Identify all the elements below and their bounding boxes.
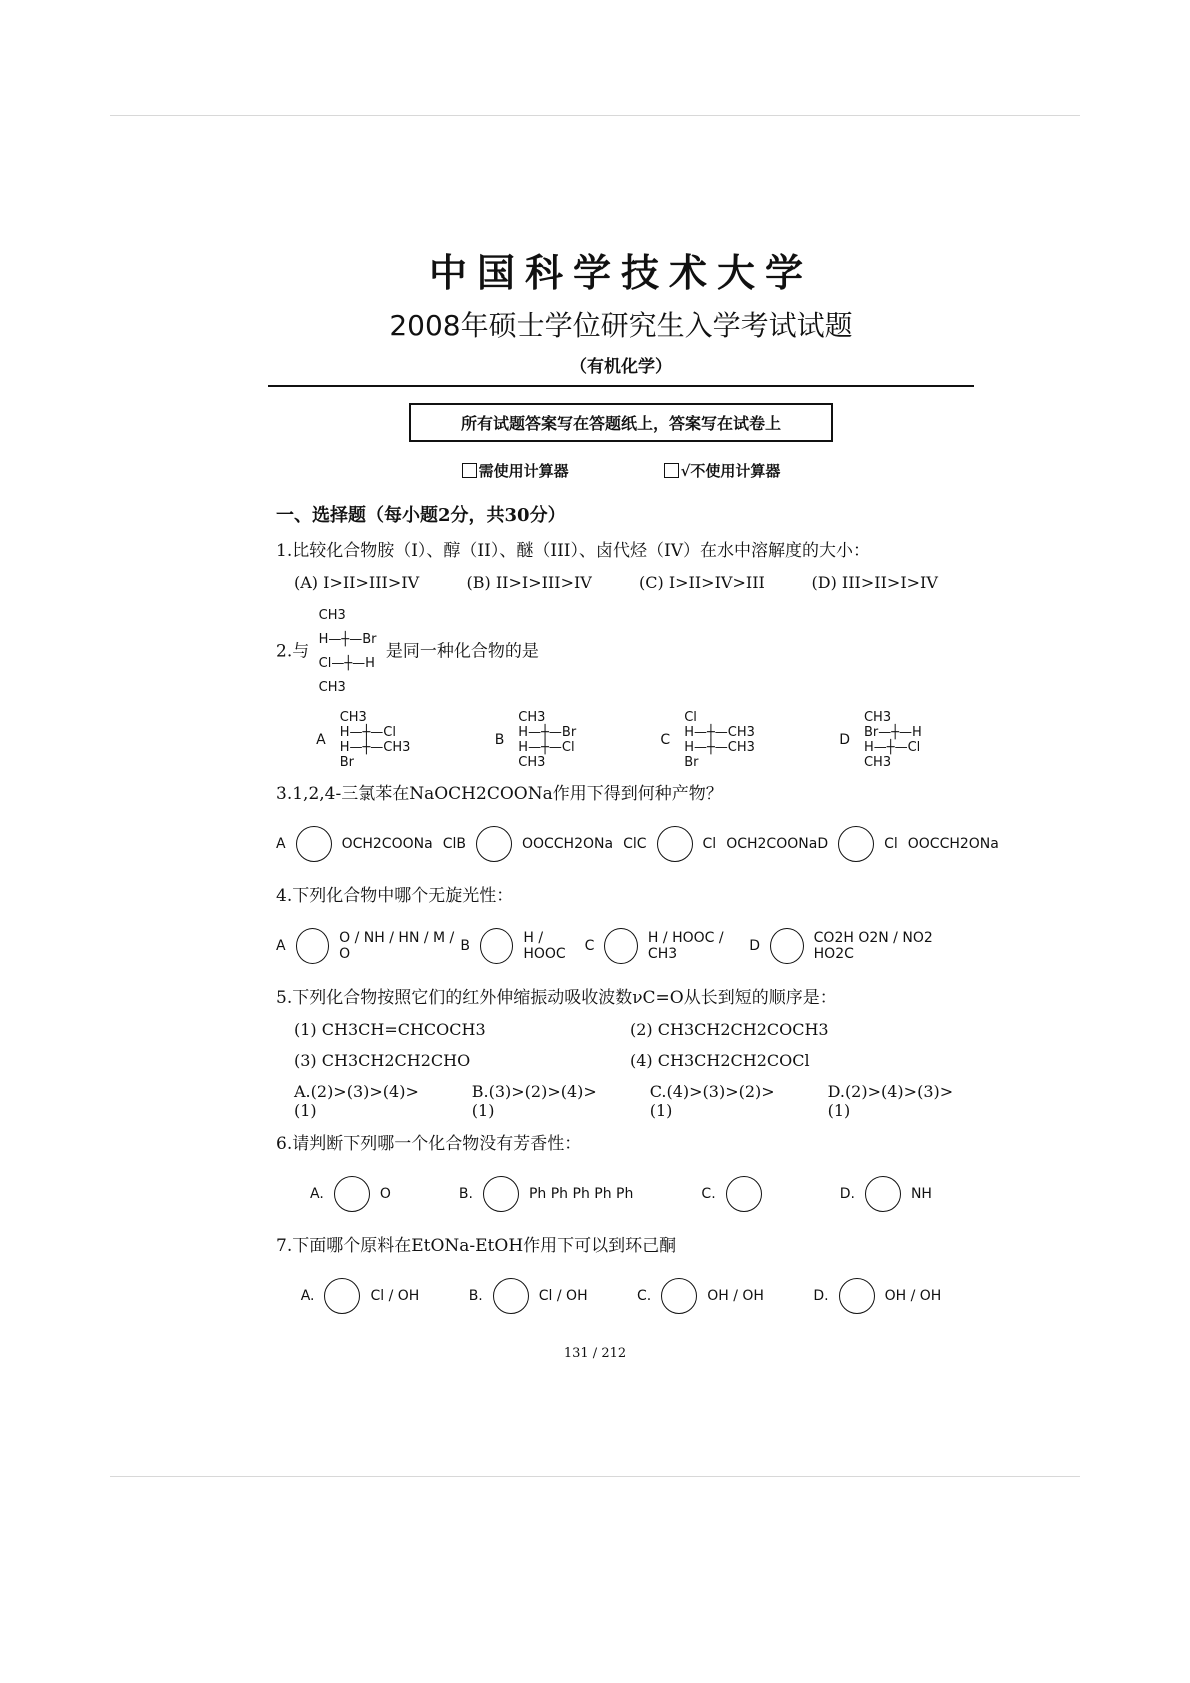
option-label: B (456, 836, 466, 852)
q4-options (276, 918, 966, 974)
option-label: C. (701, 1186, 716, 1202)
ring-structure-icon (296, 928, 330, 964)
q4-option-a (276, 928, 460, 964)
option-label: A. (310, 1186, 324, 1202)
option-label: C (636, 836, 647, 852)
chair-cyclohexane-icon (839, 1278, 875, 1314)
q3-option-c (637, 826, 818, 862)
q5-item-3: (3) CH3CH2CH2CHO (294, 1051, 471, 1070)
option-label: B. (468, 1288, 483, 1304)
notice-box: 所有试题答案写在答题纸上，答案写在试卷上 (409, 403, 833, 442)
fischer-row1: Br—┼—H (863, 725, 922, 740)
q1-choice-d: (D) III>II>I>IV (811, 573, 938, 592)
calc-need-option (462, 460, 569, 481)
option-label: A (276, 836, 286, 852)
fischer-bottom: CH3 (318, 680, 346, 695)
chair-cyclohexane-icon (493, 1278, 529, 1314)
fischer-projection (864, 710, 922, 770)
q5-choice-a: A.(2)>(3)>(4)>(1) (294, 1082, 419, 1120)
option-label: C (584, 938, 595, 954)
structure-labels: H / HOOC (523, 930, 566, 962)
fischer-projection (340, 710, 411, 770)
fischer-bottom: Br (684, 755, 699, 770)
substituent-top: OOCCH2ONa (521, 836, 614, 852)
fischer-top: Cl (684, 710, 697, 725)
structure-labels: NH (910, 1186, 932, 1202)
q7-option-d (813, 1278, 941, 1314)
option-label: B (494, 732, 505, 748)
q5-choice-c: C.(4)>(3)>(2)>(1) (649, 1082, 775, 1120)
q1-choice-c: (C) I>II>IV>III (639, 573, 765, 592)
q7-options (276, 1268, 966, 1324)
substituent-top: Cl (702, 836, 717, 852)
exam-page (276, 250, 999, 1324)
checkbox-icon (462, 463, 477, 478)
benzene-ring-icon (657, 826, 693, 862)
q7-option-c (637, 1278, 764, 1314)
benzene-ring-icon (296, 826, 332, 862)
fischer-top: CH3 (518, 710, 546, 725)
q5-choice-d: D.(2)>(4)>(3)>(1) (827, 1082, 954, 1120)
option-label: D (817, 836, 829, 852)
fischer-bottom: CH3 (863, 755, 892, 770)
q5-item-2: (2) CH3CH2CH2COCH3 (630, 1020, 829, 1039)
structure-labels: H / HOOC / CH3 (647, 930, 724, 962)
benzene-ring-icon (838, 826, 874, 862)
q2-option-c (660, 710, 759, 770)
cyclopentadienyl-anion-icon (483, 1176, 519, 1212)
question-5: 5.下列化合物按照它们的红外伸缩振动吸收波数νC=O从长到短的顺序是： (276, 988, 837, 1008)
title-rule (268, 385, 974, 387)
structure-labels: OH / OH (884, 1288, 942, 1304)
section-heading: 一、选择题（每小题2分，共30分） (276, 505, 566, 526)
fischer-bottom: CH3 (518, 755, 546, 770)
q3-option-d (817, 826, 999, 862)
q3-option-b (456, 826, 636, 862)
fischer-row1: H—┼—Cl (339, 725, 396, 740)
q2-option-b (495, 710, 580, 770)
option-label: B. (458, 1186, 473, 1202)
cyclopentadienone-icon (334, 1176, 370, 1212)
option-label: A (276, 938, 286, 954)
question-4: 4.下列化合物中哪个无旋光性： (276, 886, 514, 906)
substituent-bottom: OCH2COONa (726, 836, 818, 852)
fischer-row2: H—┼—Cl (863, 740, 921, 755)
question-3: 3.1,2,4-三氯苯在NaOCH2COONa作用下得到何种产物？ (276, 784, 723, 804)
fischer-row2: Cl—┼—H (318, 656, 375, 671)
question-6: 6.请判断下列哪一个化合物没有芳香性： (276, 1134, 582, 1154)
q2-options (276, 710, 966, 770)
q4-option-c (585, 928, 750, 964)
q5-choices (276, 1082, 966, 1120)
q2-option-d (839, 710, 926, 770)
q6-option-c (701, 1176, 771, 1212)
q4-option-b (460, 928, 584, 964)
q2-ref-fischer (319, 604, 377, 700)
calc-no-label: √不使用计算器 (680, 462, 781, 480)
structure-labels: Cl / OH (370, 1288, 420, 1304)
q5-items (276, 1020, 966, 1070)
fischer-top: CH3 (863, 710, 892, 725)
option-label: A. (300, 1288, 315, 1304)
chair-cyclohexane-icon (324, 1278, 360, 1314)
exam-title: 2008年硕士学位研究生入学考试试题 (389, 309, 853, 342)
fischer-bottom: Br (339, 755, 354, 770)
cycloheptatriene-imine-icon (865, 1176, 901, 1212)
option-label: C (660, 732, 671, 748)
calc-need-label: 需使用计算器 (478, 462, 569, 480)
q6-option-a (310, 1176, 391, 1212)
q2-prefix: 2.与 (276, 641, 310, 662)
fischer-row1: H—┼—Br (518, 725, 577, 740)
q6-options (276, 1166, 966, 1222)
fischer-top: CH3 (318, 608, 346, 623)
question-1: 1.比较化合物胺（I）、醇（II）、醚（III）、卤代烃（IV）在水中溶解度的大小： (276, 541, 871, 561)
biphenyl-icon (770, 928, 804, 964)
page-number: 131 / 212 (563, 1346, 627, 1361)
option-label: A (316, 732, 326, 748)
school-name: 中国科学技术大学 (428, 250, 813, 295)
q4-option-d (749, 928, 966, 964)
q6-option-d (840, 1176, 932, 1212)
q1-choices (276, 573, 966, 592)
option-label: D. (839, 1186, 855, 1202)
fischer-projection (518, 710, 576, 770)
structure-labels: O / NH / HN / M / O (339, 930, 455, 962)
fischer-row1: H—┼—Br (318, 632, 377, 647)
q1-choice-a: (A) I>II>III>IV (294, 573, 420, 592)
fischer-row2: H—┼—CH3 (684, 740, 755, 755)
substituent-bottom: OOCCH2ONa (907, 836, 999, 852)
q2-suffix: 是同一种化合物的是 (385, 641, 539, 662)
q5-item-4: (4) CH3CH2CH2COCl (630, 1051, 810, 1070)
option-label: D (749, 938, 761, 954)
scan-edge-bottom (110, 1476, 1080, 1477)
q5-choice-b: B.(3)>(2)>(4)>(1) (471, 1082, 597, 1120)
option-label: D (839, 732, 850, 748)
structure-labels: Ph Ph Ph Ph Ph (528, 1186, 634, 1202)
substituent-bottom: Cl (623, 836, 637, 852)
substituent-top: Cl (884, 836, 898, 852)
calc-no-option (664, 460, 781, 481)
q7-option-b (469, 1278, 588, 1314)
q1-choice-b: (B) II>I>III>IV (466, 573, 592, 592)
question-2 (276, 604, 966, 700)
option-label: C. (637, 1288, 652, 1304)
cyclohexylidene-icon (604, 928, 638, 964)
checkbox-icon (664, 463, 679, 478)
exam-subject: （有机化学） (570, 357, 672, 377)
chair-cyclohexane-icon (661, 1278, 697, 1314)
q3-option-a (276, 826, 456, 862)
fluorenyl-anion-icon (726, 1176, 762, 1212)
fischer-row2: H—┼—CH3 (339, 740, 411, 755)
fischer-top: CH3 (339, 710, 367, 725)
substituent-top: OCH2COONa (341, 836, 433, 852)
fischer-projection (684, 710, 755, 770)
structure-labels: Cl / OH (538, 1288, 588, 1304)
q6-option-b (459, 1176, 633, 1212)
calculator-options (276, 460, 966, 481)
structure-labels: O (379, 1186, 391, 1202)
fischer-row2: H—┼—Cl (518, 740, 575, 755)
substituent-bottom: Cl (442, 836, 457, 852)
question-7: 7.下面哪个原料在EtONa-EtOH作用下可以到环己酮 (276, 1236, 677, 1256)
q5-item-1: (1) CH3CH=CHCOCH3 (294, 1020, 486, 1039)
structure-labels: OH / OH (707, 1288, 764, 1304)
fischer-row1: H—┼—CH3 (684, 725, 755, 740)
q7-option-a (301, 1278, 420, 1314)
option-label: D. (813, 1288, 829, 1304)
q2-option-a (316, 710, 414, 770)
spiro-ring-icon (480, 928, 513, 964)
benzene-ring-icon (476, 826, 512, 862)
structure-labels: CO2H O2N / NO2 HO2C (813, 930, 933, 962)
q3-options (276, 816, 999, 872)
scan-edge-top (110, 115, 1080, 116)
option-label: B (460, 938, 471, 954)
